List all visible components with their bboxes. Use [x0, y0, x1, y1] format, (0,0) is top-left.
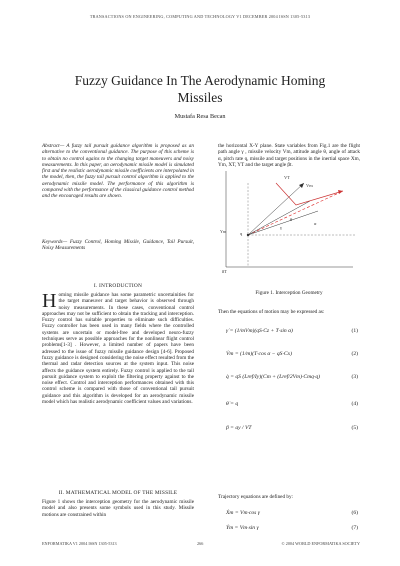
model-heading: II. MATHEMATICAL MODEL OF THE MISSILE	[58, 490, 178, 496]
equation-5-body: β = ay / VT	[226, 425, 252, 431]
drop-cap: H	[42, 290, 57, 312]
equation-4-body: θ̇ = q	[226, 401, 239, 407]
equation-6	[218, 510, 360, 520]
equation-4	[218, 401, 360, 411]
trajectory-intro: Trajectory equations are defined by:	[218, 494, 294, 500]
label-vm: Vm	[306, 183, 313, 188]
equation-3-body: q̇ = qS (Lref/Iy)(Cm + (Lref/2Vm)·Cmq·q)	[226, 374, 320, 380]
equation-5	[218, 425, 360, 435]
label-alpha: α	[314, 221, 317, 226]
equation-1	[218, 328, 360, 338]
label-theta: θ	[290, 217, 293, 222]
interception-geometry-figure	[218, 163, 360, 273]
model-text: Figure 1 shows the interception geometry for the aerodynamic missile model and also presents some symbols used in this study. Missile motions are constrained within	[42, 499, 194, 518]
intro-heading: I. INTRODUCTION	[93, 283, 143, 289]
journal-header: TRANSACTIONS ON ENGINEERING, COMPUTING AND TECHNOLOGY V1 DECEMBER 2004 ISSN 1305-5313	[89, 14, 311, 19]
equation-5-number: (5)	[351, 425, 358, 431]
missile-point	[247, 234, 249, 236]
target-arrow	[338, 190, 343, 194]
keywords: Keywords— Fuzzy Control, Homing Missile, Guidance, Tail Pursuit, Noisy Measurements	[42, 239, 194, 252]
equation-6-number: (6)	[351, 510, 358, 516]
author-name: Mustafa Resa Becan	[174, 113, 226, 120]
intro-section	[42, 292, 194, 405]
footer-copyright: © 2004 WORLD ENFORMATIKA SOCIETY	[281, 541, 360, 546]
label-beta: βT	[222, 269, 228, 273]
label-ym: Ym	[220, 229, 226, 234]
equation-2-body: V̇m = (1/m)(T·cos α − qS·Cx)	[226, 351, 292, 357]
label-gamma: γ	[280, 225, 282, 230]
equation-4-number: (4)	[351, 401, 358, 407]
equation-3-number: (3)	[351, 374, 358, 380]
equation-2	[218, 351, 360, 361]
equation-3	[218, 374, 360, 384]
body-axis	[248, 211, 318, 235]
equation-7	[218, 525, 360, 535]
equations-intro: Then the equations of motion may be expressed as:	[218, 309, 325, 315]
label-vt: VT	[284, 175, 290, 180]
equation-6-body: Ẋm = Vm·cos γ	[226, 510, 260, 516]
line-of-sight	[248, 191, 343, 235]
paper-title: Fuzzy Guidance In The Aerodynamic Homing Missiles	[74, 73, 326, 105]
label-q: q	[240, 231, 243, 236]
intro-text: oming missile guidance has some parametric uncertainities for the target maneuver and target behavior is observed through noisy measurements. In these cases, conventional control approaches may not be sufficient to obtain the tracking and interception. Fuzzy control has suitable properties to eliminate such difficulties. Fuzzy controller has been used in many fields where the controlled systems are uncertain or model-free and developed neuro-fuzzy techniques serve as possible approaches for the nonlinear flight control problems[1-3] . However, a limited number of papers have been adressed to the issue of fuzzy missile guidance design [4-6]. Proposed fuzzy guidance is designed considering the noise effect resulted from the thermal and radar detection sources at the system input. This noise affects the guidance system entirely. Fuzzy control is applied to the tail pursuit guidance system to exploit the filtering property against to the noise effect. Control and interception performances obtained with this control scheme is compared with those of conventional tail pursuit guidance and this algorithm is developed for an aerodynamic missile model which has realistic aerodynamic coefficient values and variations.	[42, 292, 194, 406]
abstract: Abstract— A fuzzy tail pursuit guidance algorithm is proposed as an alternative to the conventional guidance. The purpose of this scheme is to obtain no control agains to the changing target maneuvers and noisy measurements. In this paper, an aerodynamic missile model is simulated first and the realistic aerodynamic missile coefficients are interpolated in the model, then, the fuzzy tail pursuit control algorithm is applied to the aerodynamic missile model. The performance of this algorithm is compared with the performance of the classical guidance control method and the encouraged results are shown.	[42, 143, 194, 200]
equation-1-body: γ̇ = (1/mVm)(qS·Cz + T·sin α)	[226, 328, 293, 334]
equation-7-body: Ẏm = Vm·sin γ	[226, 525, 259, 531]
footer-page-number: 266	[197, 541, 204, 546]
equation-2-number: (2)	[351, 351, 358, 357]
footer-journal: ENFORMATIKA V1 2004 ISSN 1305-5313	[42, 541, 117, 546]
state-variables-text: the horizontal X-Y plane. State variables from Fig.1 are the flight path angle γ , missile velocity Vm, attitude angle θ, angle of attack α, pitch rate q, missile and target positions in the inertial space Xm, Ym, XT, YT and the target angle βt.	[218, 143, 360, 168]
figure-caption: Figure 1. Interception Geometry	[255, 290, 323, 296]
equation-7-number: (7)	[351, 525, 358, 531]
equation-1-number: (1)	[351, 328, 358, 334]
